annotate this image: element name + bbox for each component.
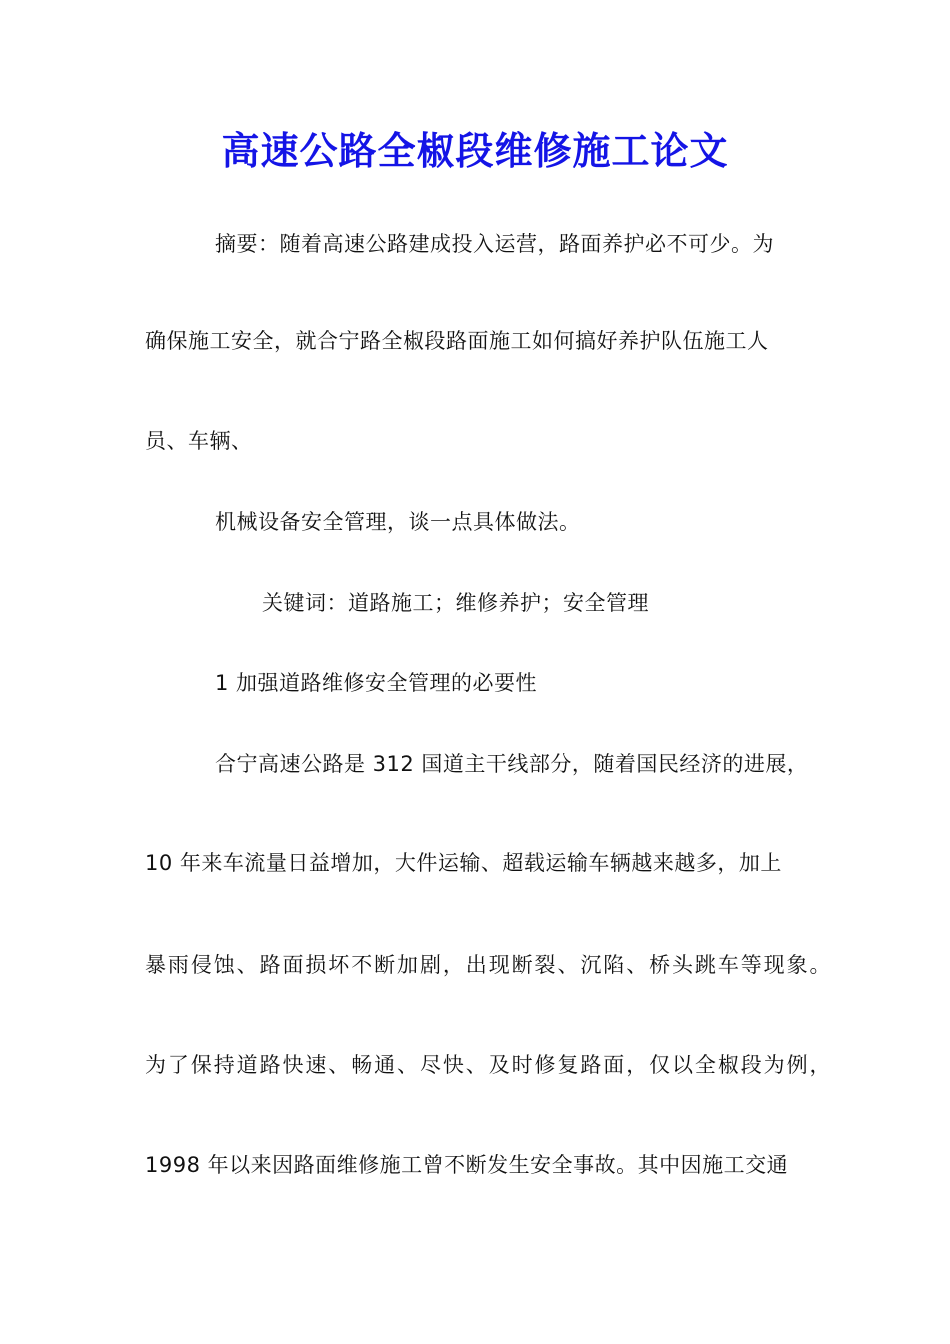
- body-line-5: 1998 年以来因路面维修施工曾不断发生安全事故。其中因施工交通: [145, 1153, 789, 1177]
- body-line-2: 10 年来车流量日益增加，大件运输、超载运输车辆越来越多，加上: [145, 851, 782, 875]
- document-title: 高速公路全椒段维修施工论文: [221, 128, 729, 173]
- abstract-line-2: 确保施工安全，就合宁路全椒段路面施工如何搞好养护队伍施工人: [145, 329, 769, 353]
- abstract-line-1: 摘要：随着高速公路建成投入运营，路面养护必不可少。为: [215, 232, 774, 256]
- body-line-4: 为了保持道路快速、畅通、尽快、及时修复路面，仅以全椒段为例，: [145, 1053, 831, 1077]
- body-line-3: 暴雨侵蚀、路面损坏不断加剧，出现断裂、沉陷、桥头跳车等现象。: [145, 953, 831, 977]
- abstract-line-4: 机械设备安全管理，谈一点具体做法。: [215, 510, 581, 534]
- keywords-line: 关键词：道路施工；维修养护；安全管理: [262, 591, 649, 615]
- body-line-1: 合宁高速公路是 312 国道主干线部分，随着国民经济的进展，: [215, 752, 809, 776]
- abstract-line-3: 员、车辆、: [145, 429, 253, 453]
- section-heading-1: 1 加强道路维修安全管理的必要性: [215, 671, 538, 695]
